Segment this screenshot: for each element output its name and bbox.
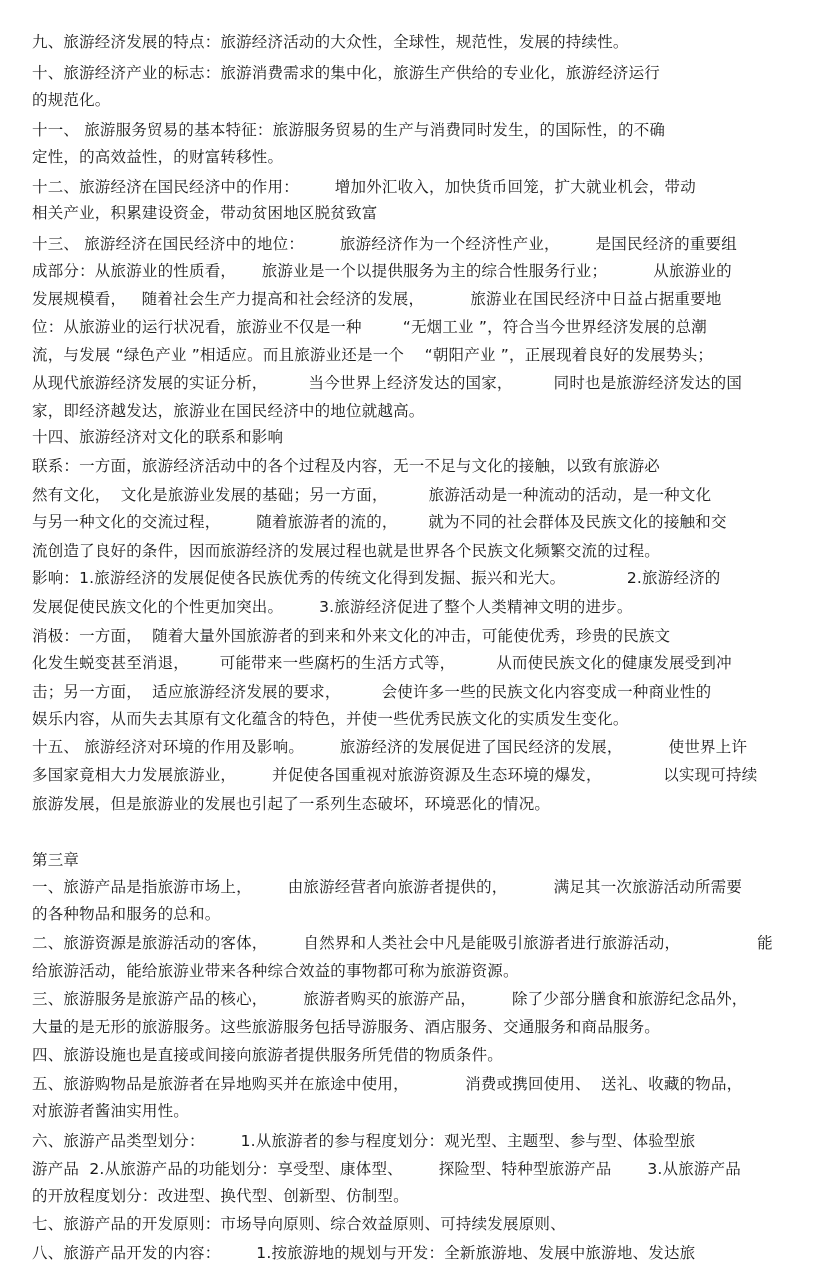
text-line: 二、旅游资源是旅游活动的客体， 自然界和人类社会中凡是能吸引旅游者进行旅游活动， 能 bbox=[32, 934, 773, 952]
text-line: 的规范化。 bbox=[32, 91, 111, 109]
text-line: 旅游发展，但是旅游业的发展也引起了一系列生态破坏，环境恶化的情况。 bbox=[32, 795, 551, 813]
text-line: 联系：一方面，旅游经济活动中的各个过程及内容，无一不足与文化的接触，以致有旅游必 bbox=[32, 457, 661, 475]
text-line: 三、旅游服务是旅游产品的核心， 旅游者购买的旅游产品， 除了少部分膳食和旅游纪念品外， bbox=[32, 990, 748, 1008]
text-line: 的开放程度划分：改进型、换代型、创新型、仿制型。 bbox=[32, 1187, 409, 1205]
text-line: 家，即经济越发达，旅游业在国民经济中的地位就越高。 bbox=[32, 402, 425, 420]
text-line: 娱乐内容，从而失去其原有文化蕴含的特色，并使一些优秀民族文化的实质发生变化。 bbox=[32, 710, 629, 728]
text-line: 从现代旅游经济发展的实证分析， 当今世界上经济发达的国家， 同时也是旅游经济发达的国 bbox=[32, 374, 743, 392]
text-line: 定性，的高效益性，的财富转移性。 bbox=[32, 148, 284, 166]
chapter-heading: 第三章 bbox=[32, 851, 80, 869]
text-line: 与另一种文化的交流过程， 随着旅游者的流的， 就为不同的社会群体及民族文化的接触和交 bbox=[32, 513, 727, 531]
text-line: 流，与发展 “绿色产业 ”相适应。而且旅游业还是一个 “朝阳产业 ”，正展现着良好的发展势头； bbox=[32, 346, 714, 364]
text-line: 多国家竟相大力发展旅游业， 并促使各国重视对旅游资源及生态环境的爆发， 以实现可持续 bbox=[32, 766, 758, 784]
text-line: 消极：一方面， 随着大量外国旅游者的到来和外来文化的冲击，可能使优秀，珍贵的民族文 bbox=[32, 627, 671, 645]
text-line: 十二、旅游经济在国民经济中的作用： 增加外汇收入，加快货币回笼，扩大就业机会，带动 bbox=[32, 178, 696, 196]
text-line: 九、旅游经济发展的特点：旅游经济活动的大众性，全球性，规范性，发展的持续性。 bbox=[32, 33, 629, 51]
text-line: 成部分：从旅游业的性质看， 旅游业是一个以提供服务为主的综合性服务行业； 从旅游业的 bbox=[32, 262, 732, 280]
text-line: 化发生蜕变甚至消退， 可能带来一些腐朽的生活方式等， 从而使民族文化的健康发展受到冲 bbox=[32, 654, 732, 672]
text-line: 游产品 2.从旅游产品的功能划分：享受型、康体型、 探险型、特种型旅游产品 3.从旅游产品 bbox=[32, 1160, 742, 1178]
text-line: 发展促使民族文化的个性更加突出。 3.旅游经济促进了整个人类精神文明的进步。 bbox=[32, 598, 633, 616]
text-line: 的各种物品和服务的总和。 bbox=[32, 905, 221, 923]
text-line: 四、旅游设施也是直接或间接向旅游者提供服务所凭借的物质条件。 bbox=[32, 1046, 504, 1064]
text-line: 十三、 旅游经济在国民经济中的地位： 旅游经济作为一个经济性产业， 是国民经济的重要组 bbox=[32, 235, 737, 253]
text-line: 一、旅游产品是指旅游市场上， 由旅游经营者向旅游者提供的， 满足其一次旅游活动所需要 bbox=[32, 878, 743, 896]
section-heading: 十四、旅游经济对文化的联系和影响 bbox=[32, 428, 284, 446]
text-line: 六、旅游产品类型划分： 1.从旅游者的参与程度划分：观光型、主题型、参与型、体验型旅 bbox=[32, 1132, 696, 1150]
text-line: 流创造了良好的条件，因而旅游经济的发展过程也就是世界各个民族文化频繁交流的过程。 bbox=[32, 542, 661, 560]
text-line: 然有文化， 文化是旅游业发展的基础；另一方面， 旅游活动是一种流动的活动，是一种文化 bbox=[32, 486, 712, 504]
text-line: 大量的是无形的旅游服务。这些旅游服务包括导游服务、酒店服务、交通服务和商品服务。 bbox=[32, 1018, 661, 1036]
text-line: 对旅游者酱油实用性。 bbox=[32, 1102, 190, 1120]
text-line: 击；另一方面， 适应旅游经济发展的要求， 会使许多一些的民族文化内容变成一种商业性的 bbox=[32, 683, 712, 701]
text-line: 八、旅游产品开发的内容： 1.按旅游地的规划与开发：全新旅游地、发展中旅游地、发达旅 bbox=[32, 1244, 696, 1262]
text-line: 十五、 旅游经济对环境的作用及影响。 旅游经济的发展促进了国民经济的发展， 使世界上许 bbox=[32, 738, 748, 756]
text-line: 十、旅游经济产业的标志：旅游消费需求的集中化，旅游生产供给的专业化，旅游经济运行 bbox=[32, 64, 661, 82]
text-line: 发展规模看， 随着社会生产力提高和社会经济的发展， 旅游业在国民经济中日益占据重要地 bbox=[32, 290, 722, 308]
text-line: 五、旅游购物品是旅游者在异地购买并在旅途中使用， 消费或携回使用、 送礼、收藏的物品， bbox=[32, 1075, 743, 1093]
text-line: 给旅游活动，能给旅游业带来各种综合效益的事物都可称为旅游资源。 bbox=[32, 962, 519, 980]
text-line: 相关产业，积累建设资金，带动贫困地区脱贫致富 bbox=[32, 204, 378, 222]
text-line: 影响：1.旅游经济的发展促使各民族优秀的传统文化得到发掘、振兴和光大。 2.旅游经济的 bbox=[32, 569, 721, 587]
text-line: 七、旅游产品的开发原则：市场导向原则、综合效益原则、可持续发展原则、 bbox=[32, 1215, 566, 1233]
text-line: 位：从旅游业的运行状况看，旅游业不仅是一种 “无烟工业 ”，符合当今世界经济发展的总潮 bbox=[32, 318, 707, 336]
text-line: 十一、 旅游服务贸易的基本特征：旅游服务贸易的生产与消费同时发生，的国际性，的不确 bbox=[32, 121, 666, 139]
